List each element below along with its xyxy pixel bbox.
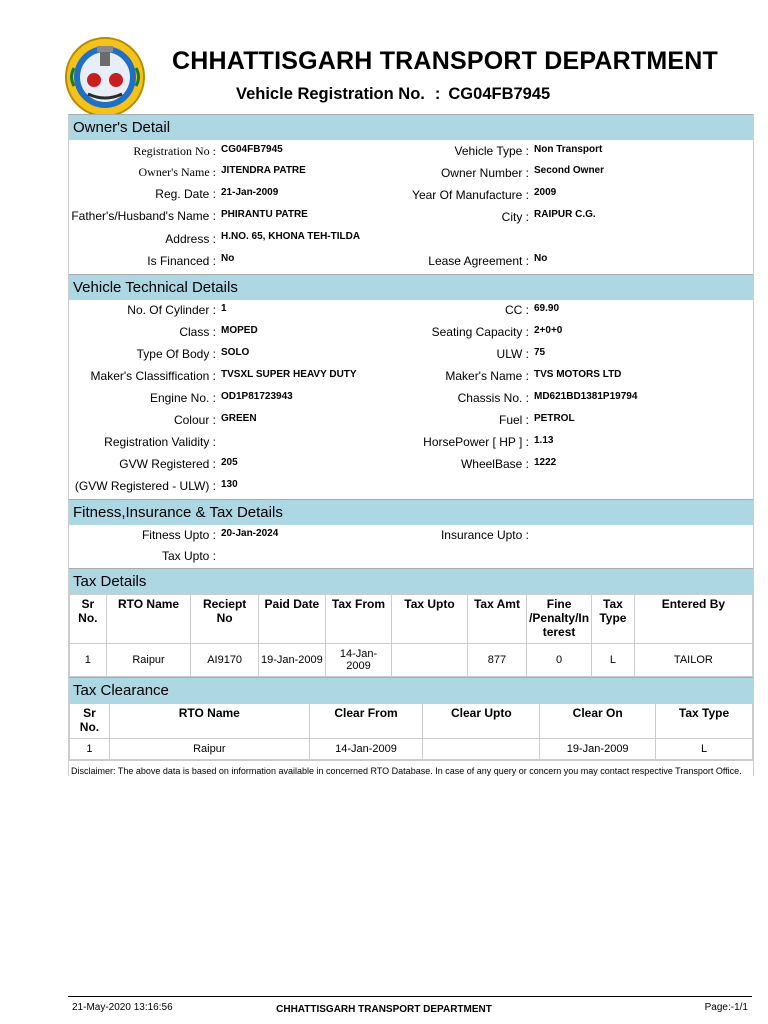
technical-row	[69, 344, 753, 366]
tax-details-header-row	[70, 595, 753, 644]
field-label: Class :	[179, 325, 216, 339]
column-header: Clear Upto	[423, 704, 540, 739]
field-value: 130	[221, 479, 238, 490]
field-label: Engine No. :	[149, 391, 216, 405]
field-label: Maker's Name :	[445, 369, 529, 383]
tax-details-header: Tax Details	[69, 568, 753, 594]
table-cell: TAILOR	[634, 644, 752, 677]
tax-details-table	[69, 594, 753, 677]
field-label: ULW :	[496, 347, 529, 361]
technical-row	[69, 300, 753, 322]
footer-timestamp: 21-May-2020 13:16:56	[72, 1002, 173, 1013]
table-cell: 1	[70, 739, 110, 760]
owner-row	[69, 228, 753, 250]
registration-separator: :	[434, 85, 441, 103]
fitness-row	[69, 525, 753, 547]
field-label: Vehicle Type :	[454, 144, 529, 158]
field-value: PETROL	[534, 413, 575, 424]
column-header: Tax Amt	[467, 595, 526, 644]
table-cell	[423, 739, 540, 760]
field-label: Owner's Name :	[138, 165, 216, 179]
field-label: Address :	[165, 232, 216, 246]
field-label: Insurance Upto :	[440, 528, 529, 542]
owner-row	[69, 162, 753, 184]
column-header: Tax From	[325, 595, 391, 644]
technical-row	[69, 432, 753, 454]
field-label: HorsePower [ HP ] :	[423, 435, 529, 449]
field-value: 20-Jan-2024	[221, 528, 279, 539]
fitness-insurance-tax-section	[69, 525, 753, 568]
footer-page-number: Page:-1/1	[704, 1002, 748, 1013]
footer-divider	[68, 996, 752, 997]
field-value: 2+0+0	[534, 325, 563, 336]
field-value: TVS MOTORS LTD	[534, 369, 622, 380]
field-label: WheelBase :	[460, 457, 529, 471]
department-title: CHHATTISGARH TRANSPORT DEPARTMENT	[172, 47, 718, 75]
owner-row	[69, 250, 753, 274]
table-cell	[392, 644, 468, 677]
table-cell: L	[656, 739, 753, 760]
field-value: RAIPUR C.G.	[534, 209, 596, 220]
table-row	[70, 644, 753, 677]
column-header: RTO Name	[109, 704, 309, 739]
vehicle-registration-heading	[236, 85, 550, 104]
field-label: Registration No :	[133, 144, 216, 158]
field-label: CC :	[505, 303, 529, 317]
footer-department: CHHATTISGARH TRANSPORT DEPARTMENT	[276, 1004, 492, 1015]
table-cell: 14-Jan-2009	[309, 739, 423, 760]
field-label: Fitness Upto :	[141, 528, 216, 542]
disclaimer-text: Disclaimer: The above data is based on information available in concerned RTO Database. In case of any query or concern you may contact respective Transport Office.	[69, 760, 753, 776]
field-value: 69.90	[534, 303, 560, 314]
tax-clearance-table	[69, 703, 753, 760]
field-label: No. Of Cylinder :	[127, 303, 216, 317]
table-row	[70, 739, 753, 760]
field-label: Registration Validity :	[104, 435, 216, 449]
field-value: TVSXL SUPER HEAVY DUTY	[221, 369, 357, 380]
owner-row	[69, 140, 753, 162]
field-value: 1.13	[534, 435, 554, 446]
field-label: Year Of Manufacture :	[412, 188, 529, 202]
field-value: JITENDRA PATRE	[221, 165, 306, 176]
column-header: Tax Upto	[392, 595, 468, 644]
column-header: Tax Type	[656, 704, 753, 739]
column-header: RTO Name	[106, 595, 191, 644]
technical-row	[69, 388, 753, 410]
owner-details-header: Owner's Detail	[69, 114, 753, 140]
table-cell: Raipur	[109, 739, 309, 760]
field-label: Reg. Date :	[155, 187, 216, 201]
field-value: No	[221, 253, 235, 264]
field-value: PHIRANTU PATRE	[221, 209, 308, 220]
field-value: No	[534, 253, 548, 264]
field-value: SOLO	[221, 347, 250, 358]
table-cell: L	[592, 644, 635, 677]
table-cell: 0	[527, 644, 592, 677]
field-value: 205	[221, 457, 238, 468]
field-label: Fuel :	[498, 413, 529, 427]
owner-row	[69, 206, 753, 228]
field-value: 1222	[534, 457, 557, 468]
field-value: GREEN	[221, 413, 257, 424]
table-cell: AI9170	[191, 644, 258, 677]
field-value: H.NO. 65, KHONA TEH-TILDA	[221, 231, 361, 242]
field-value: MOPED	[221, 325, 258, 336]
table-cell: 19-Jan-2009	[258, 644, 325, 677]
registration-value: CG04FB7945	[448, 85, 551, 103]
owner-row	[69, 184, 753, 206]
technical-details-header: Vehicle Technical Details	[69, 274, 753, 300]
field-label: GVW Registered :	[119, 457, 216, 471]
vehicle-detail-report	[68, 114, 754, 776]
technical-row	[69, 366, 753, 388]
technical-row	[69, 454, 753, 476]
table-cell: Raipur	[106, 644, 191, 677]
technical-row	[69, 476, 753, 499]
field-value: Non Transport	[534, 144, 603, 155]
department-emblem-icon	[64, 36, 146, 118]
column-header: Clear From	[309, 704, 423, 739]
column-header: Reciept No	[191, 595, 258, 644]
fitness-insurance-tax-header: Fitness,Insurance & Tax Details	[69, 499, 753, 525]
table-cell: 19-Jan-2009	[540, 739, 656, 760]
field-label: Lease Agreement :	[428, 254, 529, 268]
table-cell: 14-Jan-2009	[325, 644, 391, 677]
column-header: Fine /Penalty/In terest	[527, 595, 592, 644]
field-label: City :	[501, 210, 529, 224]
field-label: Chassis No. :	[457, 391, 529, 405]
column-header: Clear On	[540, 704, 656, 739]
fitness-row	[69, 547, 753, 568]
technical-row	[69, 410, 753, 432]
field-label: Father's/Husband's Name :	[71, 209, 216, 223]
tax-clearance-header-row	[70, 704, 753, 739]
field-value: Second Owner	[534, 165, 605, 176]
technical-row	[69, 322, 753, 344]
technical-details-section	[69, 300, 753, 499]
field-label: Owner Number :	[440, 166, 529, 180]
field-value: 75	[534, 347, 546, 358]
field-value: CG04FB7945	[221, 144, 283, 155]
owner-details-section	[69, 140, 753, 274]
column-header: Entered By	[634, 595, 752, 644]
field-label: Is Financed :	[147, 254, 216, 268]
column-header: Tax Type	[592, 595, 635, 644]
page-header	[0, 0, 768, 118]
field-value: OD1P81723943	[221, 391, 293, 402]
field-label: (GVW Registered - ULW) :	[74, 479, 216, 493]
field-value: 1	[221, 303, 227, 314]
column-header: Sr No.	[70, 704, 110, 739]
registration-label: Vehicle Registration No.	[236, 85, 425, 103]
column-header: Paid Date	[258, 595, 325, 644]
field-label: Type Of Body :	[136, 347, 216, 361]
field-label: Colour :	[173, 413, 216, 427]
table-cell: 877	[467, 644, 526, 677]
tax-clearance-header: Tax Clearance	[69, 677, 753, 703]
column-header: Sr No.	[70, 595, 107, 644]
field-value: 2009	[534, 187, 557, 198]
field-label: Seating Capacity :	[431, 325, 529, 339]
field-value: MD621BD1381P19794	[534, 391, 638, 402]
table-cell: 1	[70, 644, 107, 677]
field-label: Maker's Classiffication :	[90, 369, 216, 383]
field-label: Tax Upto :	[161, 549, 216, 563]
field-value: 21-Jan-2009	[221, 187, 279, 198]
